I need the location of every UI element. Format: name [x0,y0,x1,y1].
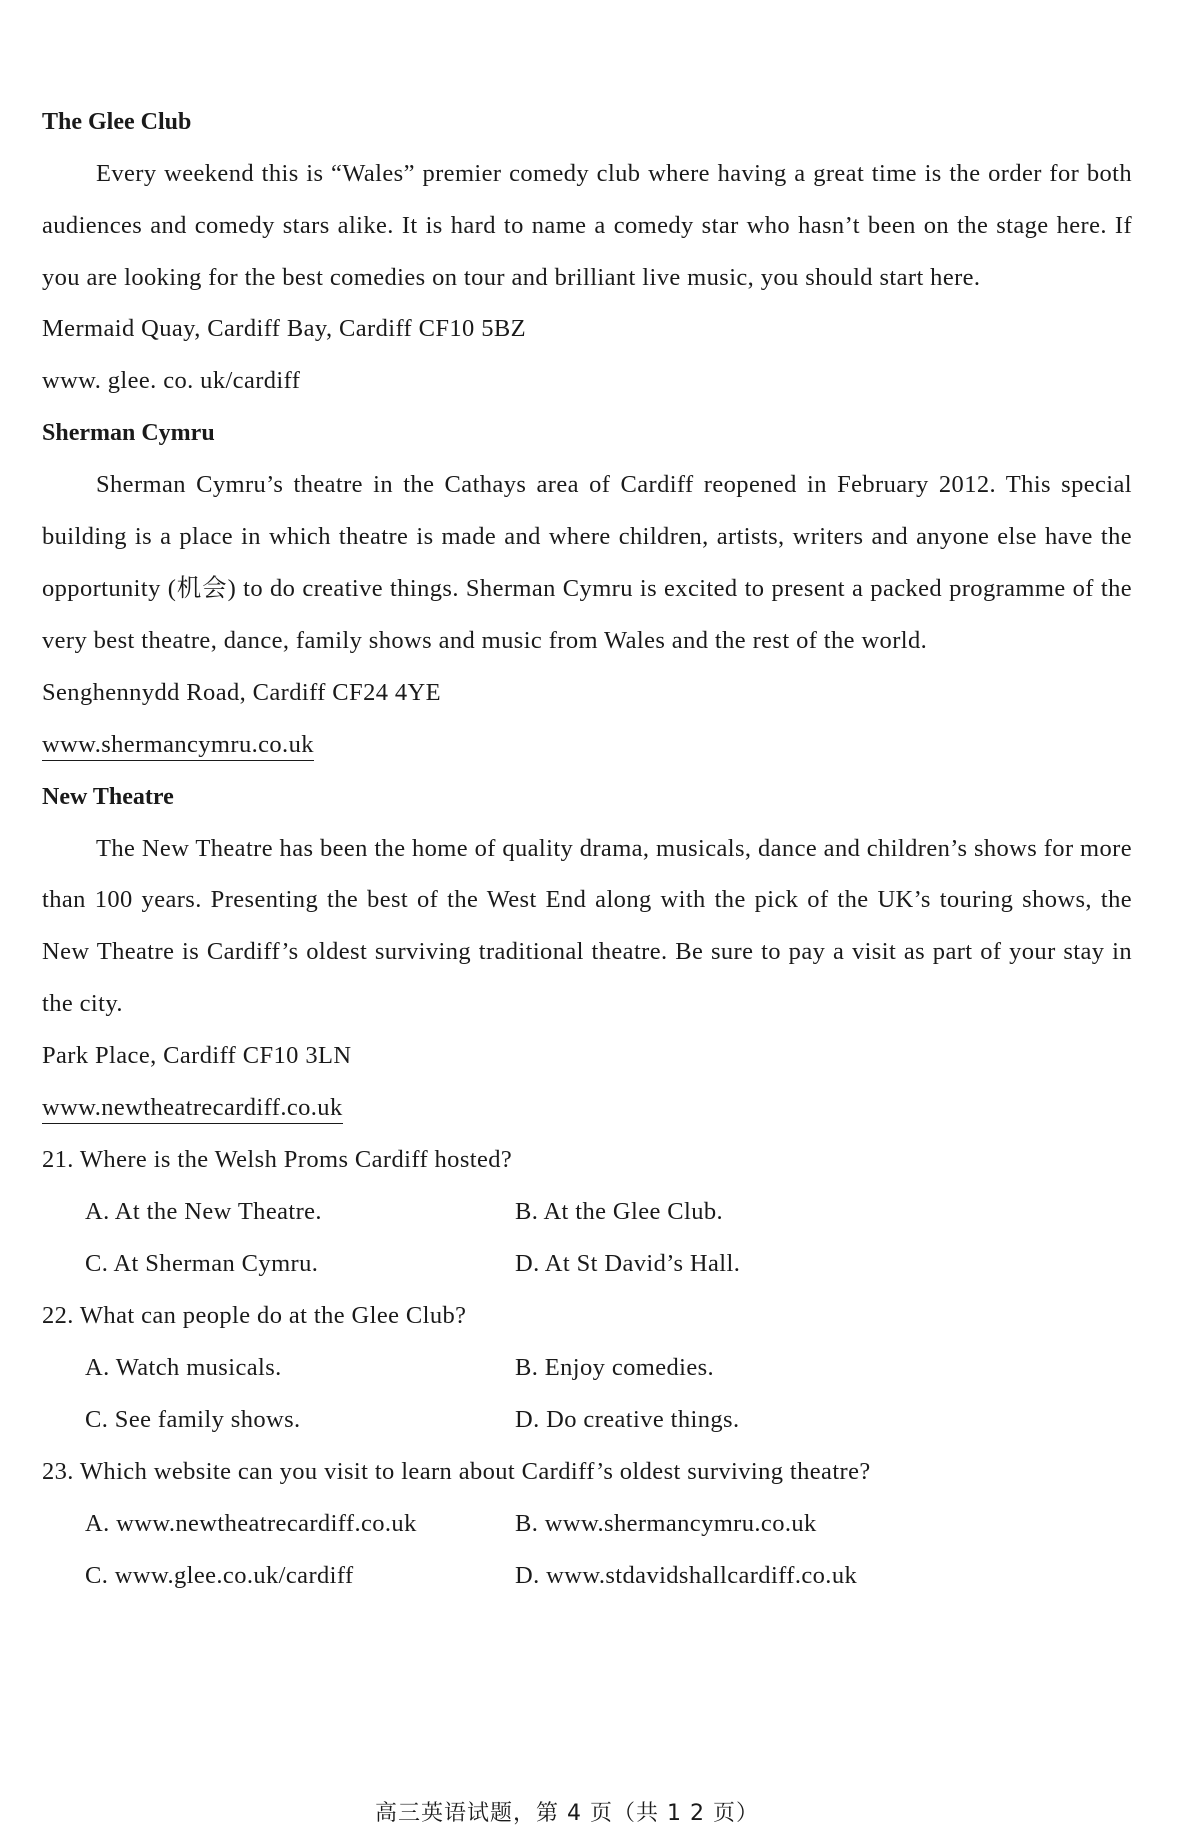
venue-website-row [42,1082,1132,1134]
question-21 [42,1134,1132,1290]
option-c: C. At Sherman Cymru. [85,1249,319,1277]
option-b: B. Enjoy comedies. [515,1353,715,1381]
option-c: C. www.glee.co.uk/cardiff [85,1561,354,1589]
venue-website: www.newtheatrecardiff.co.uk [42,1093,343,1124]
option-a: A. At the New Theatre. [85,1197,322,1225]
venue-website-row [42,719,1132,771]
question-text: 22. What can people do at the Glee Club? [42,1301,467,1329]
answer-options [85,1342,1132,1446]
venue-description: Sherman Cymru’s theatre in the Cathays area of Cardiff reopened in February 2012. This special building is a place in which theatre is made and where children, artists, writers and anyone else have the opportunity (机会) to do creative things. Sherman Cymru is excited to present a packed programme of the very best theatre, dance, family shows and music from Wales and the rest of the world. [42,471,1132,654]
venue-title: The Glee Club [42,109,192,135]
option-a: A. Watch musicals. [85,1353,282,1381]
question-23 [42,1446,1132,1602]
venue-address: Park Place, Cardiff CF10 3LN [42,1041,352,1069]
option-b: B. www.shermancymru.co.uk [515,1509,817,1537]
venue-description: Every weekend this is “Wales” premier comedy club where having a great time is the order for both audiences and comedy stars alike. It is hard to name a comedy star who hasn’t been on the stage here. If you are looking for the best comedies on tour and brilliant live music, you should start here. [42,160,1132,291]
venue-title: New Theatre [42,783,174,810]
venue-section-sherman-cymru [42,407,1132,770]
venue-address: Mermaid Quay, Cardiff Bay, Cardiff CF10 5BZ [42,315,526,343]
answer-options [85,1186,1132,1290]
option-c: C. See family shows. [85,1405,301,1433]
document-page [42,96,1132,1826]
option-d: D. Do creative things. [515,1405,740,1433]
venue-section-new-theatre [42,771,1132,1134]
option-a: A. www.newtheatrecardiff.co.uk [85,1509,417,1537]
venue-address: Senghennydd Road, Cardiff CF24 4YE [42,678,441,706]
answer-options [85,1498,1132,1602]
venue-website: www.shermancymru.co.uk [42,730,314,761]
option-d: D. At St David’s Hall. [515,1249,741,1277]
venue-description: The New Theatre has been the home of quality drama, musicals, dance and children’s shows for more than 100 years. Presenting the best of the West End along with the pick of the UK’s touring shows, the New Theatre is Cardiff’s oldest surviving traditional theatre. Be sure to pay a visit as part of your stay in the city. [42,834,1132,1017]
option-d: D. www.stdavidshallcardiff.co.uk [515,1561,858,1589]
question-22 [42,1290,1132,1446]
question-text: 23. Which website can you visit to learn about Cardiff’s oldest surviving theatre? [42,1457,871,1485]
venue-title: Sherman Cymru [42,420,215,447]
option-b: B. At the Glee Club. [515,1197,724,1225]
venue-section-glee-club [42,96,1132,407]
page-footer: 高三英语试题，第 4 页（共 1 2 页） [375,1801,759,1826]
question-text: 21. Where is the Welsh Proms Cardiff hosted? [42,1145,513,1173]
venue-website: www. glee. co. uk/cardiff [42,367,301,395]
